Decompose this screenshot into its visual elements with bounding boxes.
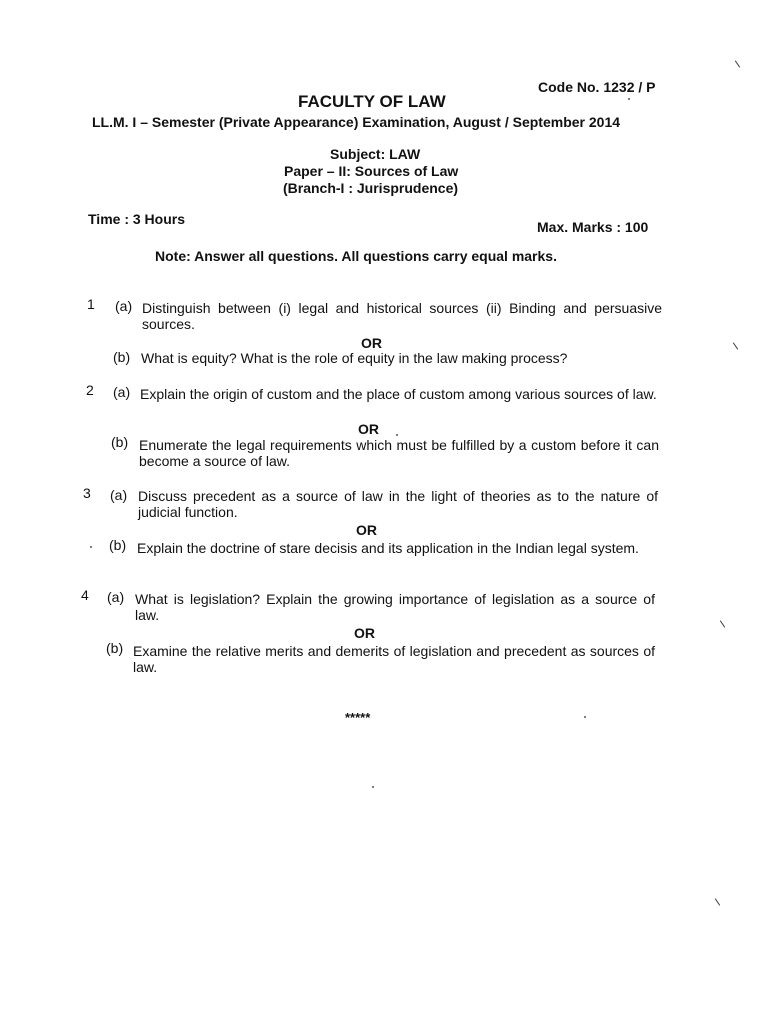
part-a-text: Distinguish between (i) legal and historical sources (ii) Binding and persuasive sources. bbox=[142, 300, 662, 332]
or-separator: OR bbox=[361, 335, 382, 351]
part-a-label: (a) bbox=[110, 487, 128, 503]
part-b-text: Explain the doctrine of stare decisis and its application in the Indian legal system. bbox=[137, 540, 639, 556]
subject-line: Subject: LAW bbox=[330, 146, 421, 162]
part-b-label: (b) bbox=[113, 349, 131, 365]
scan-mark bbox=[720, 620, 725, 627]
part-b-label: (b) bbox=[111, 434, 129, 450]
part-a-text: Explain the origin of custom and the place of custom among various sources of law. bbox=[140, 386, 657, 402]
exam-title: LL.M. I – Semester (Private Appearance) Examination, August / September 2014 bbox=[92, 114, 621, 130]
time-allowed: Time : 3 Hours bbox=[88, 211, 185, 227]
end-stars: ***** bbox=[345, 710, 371, 725]
question-number: 2 bbox=[86, 382, 94, 398]
part-a-text: Discuss precedent as a source of law in the light of theories as to the nature of judicial function. bbox=[138, 488, 658, 520]
paper-line: Paper – II: Sources of Law bbox=[284, 163, 459, 179]
exam-note: Note: Answer all questions. All questions carry equal marks. bbox=[155, 248, 557, 264]
or-separator: OR bbox=[356, 522, 377, 538]
or-separator: OR bbox=[354, 625, 375, 641]
code-number: Code No. 1232 / P bbox=[538, 79, 656, 95]
question-number: 1 bbox=[87, 296, 95, 312]
faculty-title: FACULTY OF LAW bbox=[298, 92, 446, 111]
scan-mark bbox=[733, 342, 738, 349]
scan-speck bbox=[372, 786, 374, 788]
part-a-text: What is legislation? Explain the growing importance of legislation as a source of law. bbox=[135, 591, 655, 623]
scan-mark bbox=[715, 898, 720, 905]
or-separator: OR bbox=[358, 421, 379, 437]
part-b-label: (b) bbox=[109, 537, 127, 553]
max-marks: Max. Marks : 100 bbox=[537, 219, 649, 235]
scan-speck bbox=[90, 546, 92, 548]
branch-line: (Branch-I : Jurisprudence) bbox=[283, 180, 459, 196]
part-b-text: What is equity? What is the role of equity in the law making process? bbox=[141, 350, 568, 366]
part-a-label: (a) bbox=[107, 589, 125, 605]
part-b-label: (b) bbox=[106, 640, 124, 656]
scan-mark bbox=[735, 60, 740, 67]
part-b-text: Enumerate the legal requirements which must be fulfilled by a custom before it can become a source of law. bbox=[139, 437, 659, 469]
part-a-label: (a) bbox=[113, 384, 131, 400]
question-number: 4 bbox=[81, 587, 89, 603]
part-a-label: (a) bbox=[115, 298, 133, 314]
question-number: 3 bbox=[83, 485, 91, 501]
scan-speck bbox=[628, 98, 630, 100]
scan-speck bbox=[396, 434, 398, 436]
scan-speck bbox=[584, 716, 586, 718]
part-b-text: Examine the relative merits and demerits of legislation and precedent as sources of law. bbox=[133, 643, 655, 675]
